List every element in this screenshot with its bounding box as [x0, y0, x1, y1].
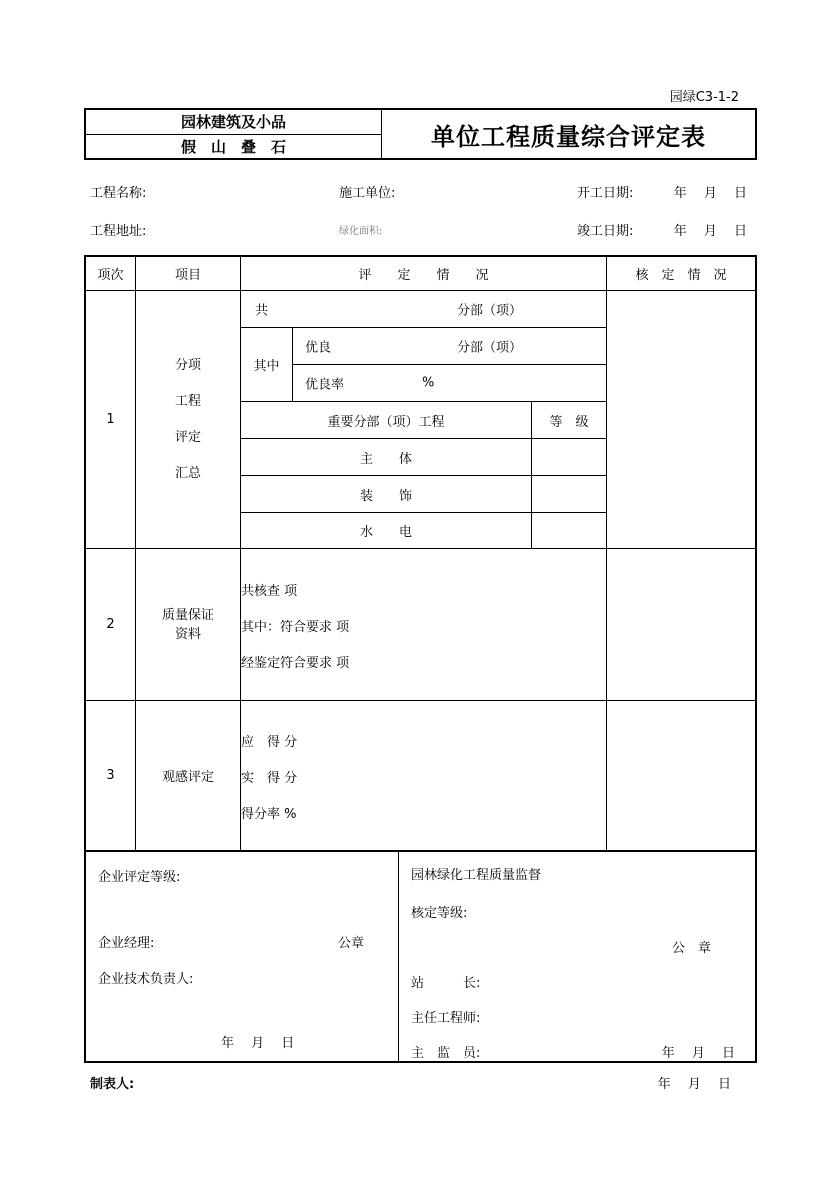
appraised-meets-label: 经鉴定符合要求: [241, 656, 333, 671]
row3-lines: [241, 701, 606, 850]
row3-item-name: 观感评定: [136, 701, 241, 850]
total-subrow: [241, 291, 606, 328]
supervision-org-label: 园林绿化工程质量监督: [411, 868, 542, 883]
col-header-item-no: 项次: [86, 257, 136, 290]
excellent-unit: 分部（项）: [457, 340, 523, 356]
row3-evaluation-cell: [241, 701, 607, 850]
excellent-rate-subrow: [293, 365, 606, 402]
project-address-label: 工程地址:: [90, 223, 147, 239]
table-row-2: [86, 549, 755, 701]
checked-total-unit: 项: [284, 584, 298, 599]
excellent-rate-unit: %: [422, 375, 435, 391]
supervision-signoff-cell: [399, 852, 755, 1061]
important-header-subrow: [241, 402, 606, 439]
total-label: 共: [255, 303, 269, 319]
completion-date-label: 竣工日期:: [577, 223, 634, 239]
enterprise-seal-label: 公章: [338, 936, 365, 951]
header-category-cell: [86, 110, 382, 158]
excellent-label: 优良: [305, 340, 332, 356]
col-header-verification: 核 定 情 况: [635, 268, 727, 283]
sub-item-row-water-electric: [241, 513, 606, 548]
actual-score-label: 实 得: [241, 771, 281, 786]
row3-verification-cell: [607, 701, 755, 850]
row1-evaluation-cell: [241, 291, 607, 548]
sub-item-row-main-body: [241, 439, 606, 476]
project-name-label: 工程名称:: [90, 185, 147, 201]
row1-item-no: 1: [86, 291, 136, 548]
form-title: 单位工程质量综合评定表: [431, 122, 706, 151]
actual-score-line: [241, 767, 606, 784]
excellent-subrow: [293, 328, 606, 365]
completion-date-value: 年 月 日: [673, 223, 747, 239]
tech-lead-label: 企业技术负责人:: [98, 972, 194, 987]
row2-item-name: [136, 549, 241, 700]
appraised-meets-unit: 项: [336, 656, 350, 671]
enterprise-grade-label: 企业评定等级:: [98, 870, 181, 885]
enterprise-date: 年 月 日: [221, 1036, 295, 1051]
col-header-item: 项目: [136, 257, 241, 290]
info-row-1: [84, 172, 757, 210]
checked-total-label: 共核查: [241, 584, 281, 599]
grade-value-cell: [531, 439, 606, 475]
preparer-label: 制表人:: [90, 1076, 135, 1092]
row3-item-no: 3: [86, 701, 136, 850]
footer-row: [84, 1068, 757, 1096]
row2-item-line: 资料: [174, 626, 201, 642]
start-date-label: 开工日期:: [577, 185, 634, 201]
grade-value-cell: [531, 476, 606, 512]
score-rate-line: [241, 803, 606, 820]
supervision-seal-label: 公 章: [671, 941, 711, 956]
construction-unit-label: 施工单位:: [339, 185, 396, 201]
verified-grade-label: 核定等级:: [411, 906, 468, 921]
start-date-value: 年 月 日: [673, 185, 747, 201]
grade-header: 等 级: [531, 402, 606, 438]
enterprise-signoff-cell: [86, 852, 399, 1061]
should-score-label: 应 得: [241, 735, 281, 750]
total-unit: 分部（项）: [457, 303, 523, 319]
info-section: [84, 172, 757, 248]
actual-score-unit: 分: [284, 771, 298, 786]
meets-requirements-line: [241, 616, 606, 633]
doc-code: 园绿C3-1-2: [669, 90, 739, 105]
enterprise-manager-label: 企业经理:: [98, 936, 155, 951]
score-rate-label: 得分率: [241, 807, 281, 822]
header-table: [84, 108, 757, 160]
should-score-line: [241, 731, 606, 748]
supervision-date: 年 月 日: [661, 1046, 735, 1061]
row2-item-no: 2: [86, 549, 136, 700]
chief-supervisor-label: 主 监 员:: [411, 1046, 481, 1061]
among-values: [293, 328, 606, 401]
category-line2: 假 山 叠 石: [180, 137, 286, 156]
should-score-unit: 分: [284, 735, 298, 750]
appraised-meets-line: [241, 652, 606, 669]
among-label: 其中: [241, 328, 293, 401]
sub-item-row-decoration: [241, 476, 606, 513]
sub-item-label: 装 饰: [359, 488, 412, 504]
sub-item-label: 水 电: [359, 525, 412, 540]
grade-value-cell: [531, 513, 606, 548]
evaluation-table: [84, 255, 757, 852]
signoff-section: [84, 850, 757, 1063]
row1-item-line: 汇总: [174, 465, 201, 481]
meets-requirements-unit: 项: [336, 620, 350, 635]
among-subrows: [241, 328, 606, 402]
row1-item-line: 工程: [174, 393, 201, 409]
excellent-rate-label: 优良率: [305, 377, 345, 393]
info-row-2: [84, 210, 757, 248]
score-rate-unit: %: [284, 807, 297, 822]
important-parts-header: 重要分部（项）工程: [327, 414, 445, 430]
table-header-row: [86, 257, 755, 291]
green-area-label: 绿化面积:: [339, 225, 383, 237]
footer-date: 年 月 日: [657, 1076, 731, 1092]
row1-item-line: 评定: [174, 429, 201, 445]
row1-verification-cell: [607, 291, 755, 548]
row2-evaluation-cell: [241, 549, 607, 700]
row2-lines: [241, 549, 606, 700]
table-row-3: [86, 701, 755, 850]
meets-requirements-label: 其中：符合要求: [241, 620, 333, 635]
category-line1: 园林建筑及小品: [86, 110, 381, 135]
station-chief-label: 站 长:: [411, 976, 481, 991]
row2-item-line: 质量保证: [161, 607, 214, 623]
col-header-evaluation: 评 定 情 况: [241, 257, 607, 290]
row1-item-name: [136, 291, 241, 548]
row1-item-line: 分项: [174, 357, 201, 373]
sub-item-label: 主 体: [359, 451, 412, 467]
checked-total-line: [241, 580, 606, 597]
row2-verification-cell: [607, 549, 755, 700]
chief-engineer-label: 主任工程师:: [411, 1011, 481, 1026]
table-row-1: [86, 291, 755, 549]
